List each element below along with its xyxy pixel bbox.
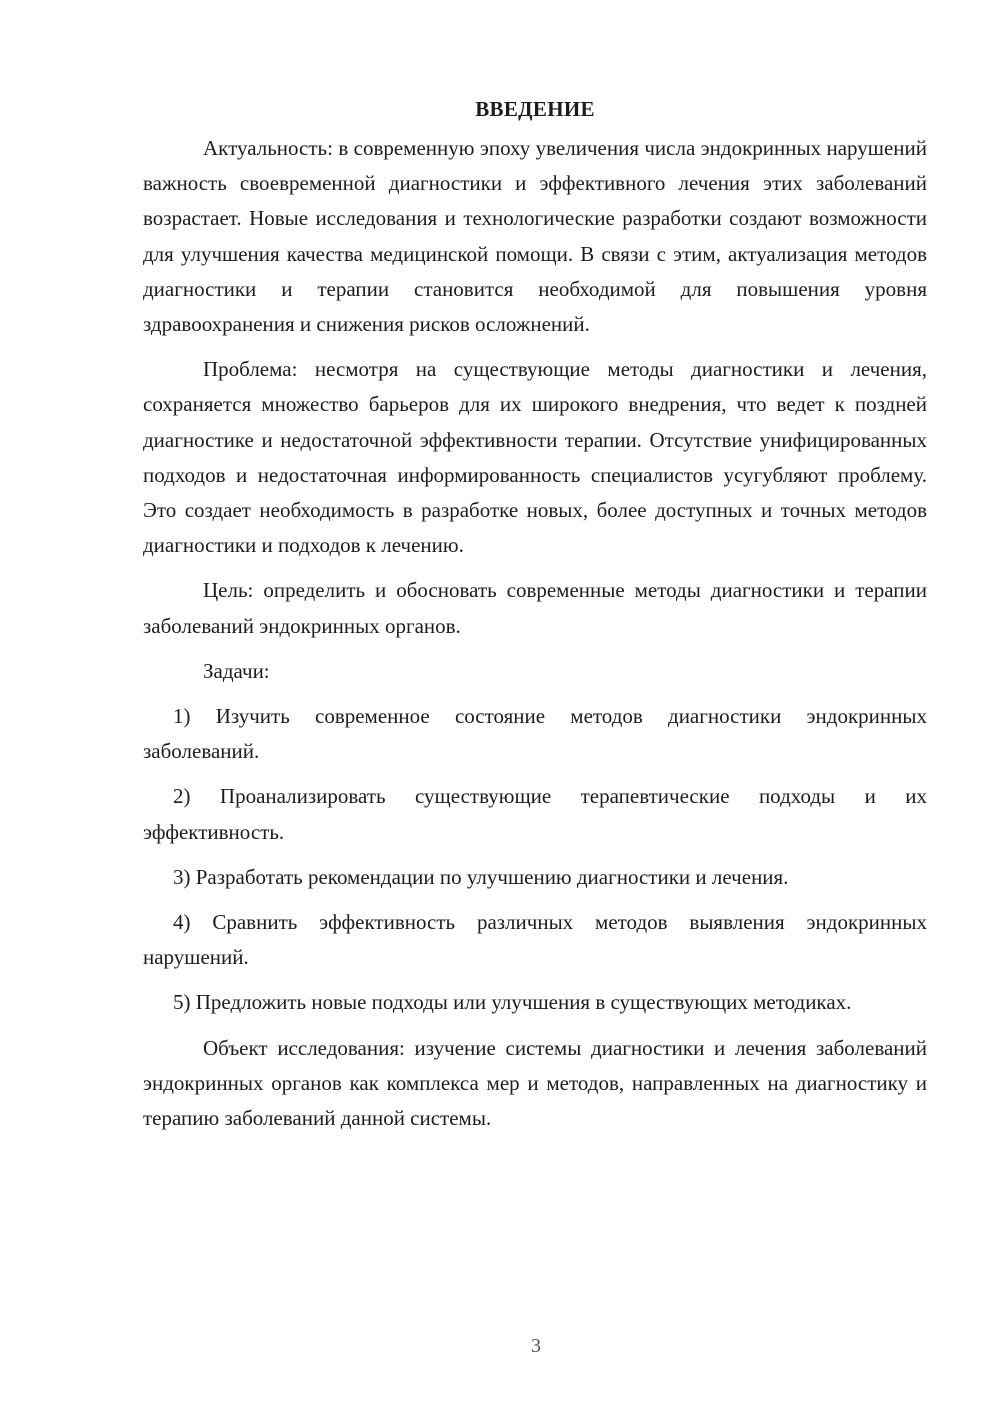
section-title: ВВЕДЕНИЕ <box>475 97 595 121</box>
task-item-4: 4) Сравнить эффективность различных методов выявления эндокринных нарушений. <box>143 910 927 970</box>
task-item-3: 3) Разработать рекомендации по улучшению диагностики и лечения. <box>173 864 789 889</box>
document-page <box>143 92 927 1146</box>
problem-paragraph: Проблема: несмотря на существующие методы диагностики и лечения, сохраняется множество барьеров для их широкого внедрения, что ведет к поздней диагностике и недостаточной эффективности терапии. Отсутствие унифицированных подходов и недостаточная информированность специалистов усугубляют проблему. Это создает необходимость в разработке новых, более доступных и точных методов диагностики и подходов к лечению. <box>143 357 927 558</box>
tasks-heading: Задачи: <box>203 658 270 683</box>
task-item-2: 2) Проанализировать существующие терапевтические подходы и их эффективность. <box>143 784 927 844</box>
object-paragraph: Объект исследования: изучение системы диагностики и лечения заболеваний эндокринных органов как комплекса мер и методов, направленных на диагностику и терапию заболеваний данной системы. <box>143 1035 927 1131</box>
page-number: 3 <box>531 1335 541 1357</box>
goal-paragraph: Цель: определить и обосновать современные методы диагностики и терапии заболеваний эндокринных органов. <box>143 578 927 638</box>
task-item-5: 5) Предложить новые подходы или улучшения в существующих методиках. <box>173 990 852 1015</box>
task-item-1: 1) Изучить современное состояние методов диагностики эндокринных заболеваний. <box>143 704 927 764</box>
relevance-paragraph: Актуальность: в современную эпоху увеличения числа эндокринных нарушений важность своевременной диагностики и эффективного лечения этих заболеваний возрастает. Новые исследования и технологические разработки создают возможности для улучшения качества медицинской помощи. В связи с этим, актуализация методов диагностики и терапии становится необходимой для повышения уровня здравоохранения и снижения рисков осложнений. <box>143 136 927 337</box>
